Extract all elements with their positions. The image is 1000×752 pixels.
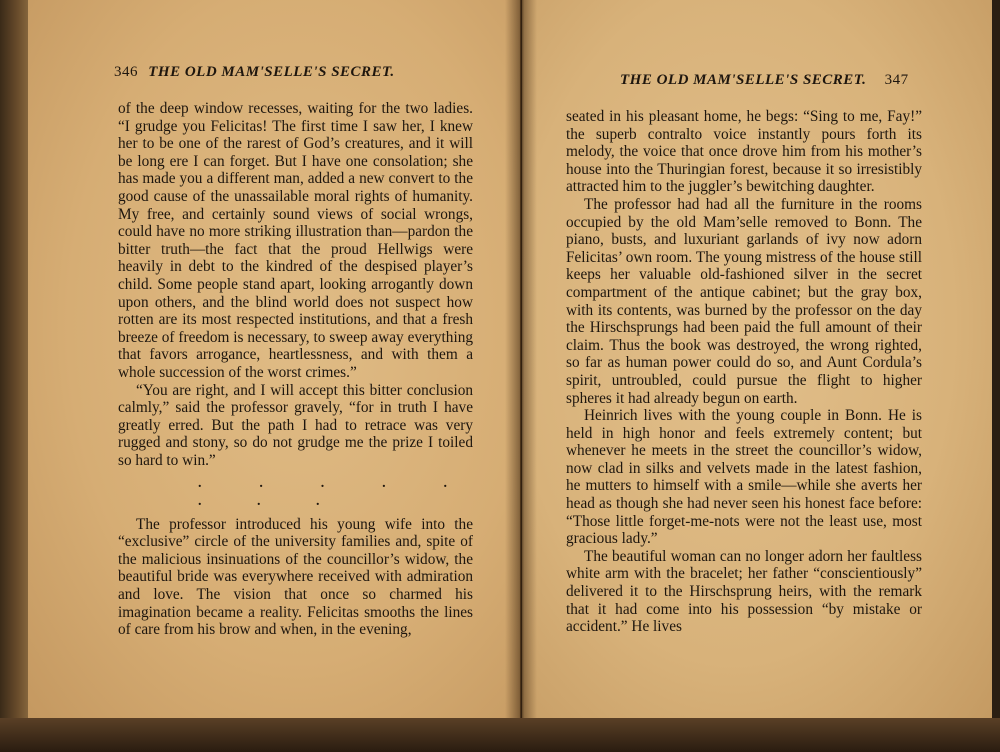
left-paragraph-1: of the deep window recesses, waiting for the two ladies. “I grudge you Felicitas! The first time I saw her, I knew her to be one of the rarest of God’s creatures, and it will be long ere I can forget. But I have one consolation; she has made you a different man, added a new convert to the good cause of the unassailable moral rights of humanity. My free, and certainly sound views of social wrongs, could have no more striking illustration than—pardon the bitter truth—the fact that the proud Hellwigs were heavily in debt to the kindred of the despised player’s child. Some people stand apart, looking arrogantly down upon others, and the blind world does not suspect how rotten are its most respected institutions, and that a fresh breeze of freedom is necessary, to sweep away everything that favors arrogance, heartlessness, and with them a whole succession of the worst crimes.” [118,100,473,381]
left-page [28,0,521,722]
right-paragraph-1: seated in his pleasant home, he begs: “Sing to me, Fay!” the superb contralto voice instantly pours forth its melody, the voice that once drove him from his mother’s house into the Thuringian forest, because it so irresistibly attracted him to the juggler’s bewitching daughter. [566,108,922,196]
right-page [522,0,992,722]
right-paragraph-2: The professor had had all the furniture in the rooms occupied by the old Mam’selle removed to Bonn. The piano, busts, and luxuriant garlands of ivy now adorn Felicitas’ own room. The young mistress of the house still keeps her valuable old-fashioned silver in the secret compartment of the antique cabinet; but the gray box, with its contents, was burned by the professor on the day the Hirschsprungs had been paid the full amount of their claim. Thus the book was destroyed, the wrong righted, so far as human power could do so, and Aunt Cordula’s spirit, untroubled, could pursue the flight to higher spheres it had already begun on earth. [566,195,922,407]
right-book-title: THE OLD MAM'SELLE'S SECRET. [620,72,867,88]
left-running-head [114,64,395,81]
left-book-title: THE OLD MAM'SELLE'S SECRET. [148,64,395,80]
right-page-number: 347 [884,72,909,88]
left-paragraph-2: “You are right, and I will accept this bitter conclusion calmly,” said the professor gravely, “for in truth I have greatly erred. But the path I had to retrace was very rugged and stony, so do not grudge me the prize I toiled so hard to win.” [118,381,473,469]
right-paragraph-3: Heinrich lives with the young couple in Bonn. He is held in high honor and feels extremely content; but whenever he meets in the street the councillor’s widow, now clad in silks and velvets made in the latest fashion, he mutters to himself with a smile—while she averts her head as though she had never seen his honest face before: “Those little forget-me-nots were not the least use, most gracious lady.” [566,407,922,548]
right-paragraph-4: The beautiful woman can no longer adorn her faultless white arm with the bracelet; her father “conscientiously” delivered it to the Hirschsprung heirs, with the remark that it had come into his possession “by mistake or accident.” He lives [566,547,922,636]
left-page-text [118,100,473,639]
left-paragraph-3: The professor introduced his young wife into the “exclusive” circle of the university families and, spite of the malicious insinuations of the councillor’s widow, the beautiful bride was everywhere received with admiration and love. The vision that once so charmed his imagination became a reality. Felicitas smooths the lines of care from his brow and when, in the evening, [118,515,473,639]
right-page-text [566,108,922,636]
right-running-head [620,72,909,89]
book-bottom-edge [0,718,1000,752]
section-break: . . . . . . . . [198,476,473,510]
left-page-number: 346 [114,64,138,80]
book-binding-edge [0,0,30,752]
